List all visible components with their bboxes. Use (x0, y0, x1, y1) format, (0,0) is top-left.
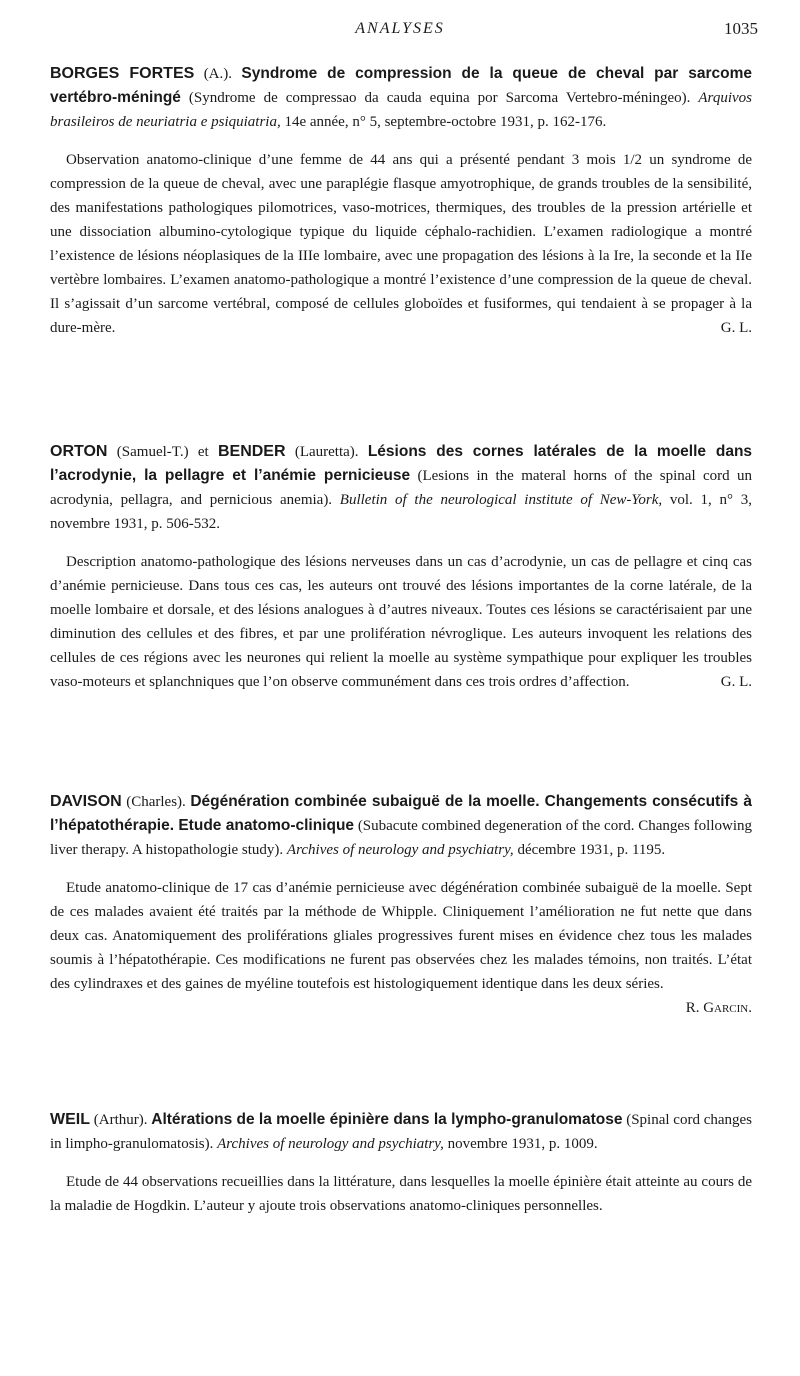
author-initial: (Arthur). (93, 1112, 148, 1128)
reviewer-signature: G. L. (720, 320, 752, 336)
entry-body-text: Observation anatomo-clinique d’une femme de 44 ans qui a présenté pendant 3 mois 1/2 un syndrome de compression de la queue de cheval, avec une paraplégie flasque amyotrophique, de grands troubles de la sensibilité, des manifestations pathologiques pilomotrices, vaso-motrices, thermiques, des troubles de la pression artérielle et une dissociation albumino-cytologique typique du liquide céphalo-rachidien. L’examen radiologique a montré l’existence de lésions néoplasiques de la IIIe lombaire, avec une propagation des lésions à la Ire, la seconde et la IIe vertèbre lombaires. L’examen anatomo-pathologique a montré l’existence d’une compression de la queue de cheval. Il s’agissait d’un sarcome vertébral, composé de cellules globoïdes et fusiformes, qui tendaient à se propager à la dure-mère. (50, 152, 752, 336)
article-title: Dégénération combinée subaiguë de la moelle. Changements consécutifs à l’hépatothérapie. Etude anatomo-clinique (50, 793, 752, 834)
article-title: Lésions des cornes latérales de la moelle dans l’acrodynie, la pellagre et l’anémie pernicieuse (50, 443, 753, 484)
entry-body (50, 148, 752, 340)
article-title: Syndrome de compression de la queue de cheval par sarcome vertébro-méningé (50, 65, 752, 106)
entry-body-text: Etude de 44 observations recueillies dans la littérature, dans lesquelles la moelle épinière était atteinte au cours de la maladie de Hogdkin. L’auteur y ajoute trois observations anatomo-cliniques personnelles. (50, 1174, 752, 1214)
second-author-name: BENDER (217, 443, 286, 460)
entry-heading (50, 1108, 752, 1156)
original-title: (Spinal cord changes in limpho-granulomatosis). (50, 1112, 753, 1152)
original-title: (Lesions in the materal horns of the spinal cord un acrodynia, pellagra, and pernicious anemia). (50, 468, 752, 508)
entry-body-text: Etude anatomo-clinique de 17 cas d’anémie pernicieuse avec dégénération combinée subaiguë de la moelle. Sept de ces malades avaient été traités par la méthode de Whipple. Cliniquement l’amélioration ne fut nette que dans deux cas. Anatomiquement des proliférations gliales progressives furent mises en évidence chez tous les malades soumis à l’hépatothérapie. Ces modifications ne furent pas observées chez les malades témoins, non traités. L’état des cylindraxes et des gaines de myéline toutefois est histologiquement identique dans les deux séries. (50, 880, 752, 992)
entry-heading (50, 440, 752, 536)
running-title: ANALYSES (355, 20, 445, 37)
citation: 14e année, n° 5, septembre-octobre 1931, p. 162-176. (280, 114, 607, 130)
abstract-entry-davison (50, 790, 752, 1020)
author-initial: (A.). (203, 66, 233, 82)
entry-body (50, 550, 752, 694)
entry-heading (50, 62, 752, 134)
original-title: (Syndrome de compressao da cauda equina por Sarcoma Vertebro-méningeo). (180, 90, 691, 106)
journal-name: Archives of neurology and psychiatry, (217, 1136, 444, 1152)
citation: vol. 1, n° 3, novembre 1931, p. 506-532. (50, 492, 752, 532)
entry-body (50, 876, 752, 1016)
journal-name: Archives of neurology and psychiatry, (286, 842, 514, 858)
journal-name: Bulletin of the neurological institute of New-York, (339, 492, 663, 508)
journal-name: Arquivos brasileiros de neuriatria e psiquiatria, (50, 90, 752, 130)
abstract-entry-orton-bender (50, 440, 752, 694)
original-title: (Subacute combined degeneration of the cord. Changes following liver therapy. A histopathologie study). (50, 818, 752, 858)
author-name: ORTON (50, 443, 108, 460)
entry-body (50, 1170, 752, 1218)
second-author-initial: (Lauretta). (294, 444, 359, 460)
author-name: WEIL (50, 1111, 90, 1128)
abstract-entry-weil (50, 1108, 752, 1218)
author-name: BORGES FORTES (50, 65, 195, 82)
entry-body-text: Description anatomo-pathologique des lésions nerveuses dans un cas d’acrodynie, un cas de pellagre et cinq cas d’anémie pernicieuse. Dans tous ces cas, les auteurs ont trouvé des lésions importantes de la corne latérale, de la moelle lombaire et dorsale, et des lésions analogues à d’autres niveaux. Toutes ces lésions se caractérisaient par une diminution des cellules et des fibres, et par une prolifération névroglique. Les auteurs invoquent les relations des cellules de ces régions avec les neurones qui relient la moelle au système sympathique pour expliquer les troubles vaso-moteurs et splanchniques que l’on observe communément dans ces trois ordres d’affection. (50, 554, 752, 690)
author-initial: (Charles). (126, 794, 186, 810)
reviewer-signature: R. Garcin. (685, 1000, 752, 1016)
reviewer-signature: G. L. (720, 674, 752, 690)
abstract-entry-borges-fortes (50, 62, 752, 340)
citation: décembre 1931, p. 1195. (513, 842, 666, 858)
article-title: Altérations de la moelle épinière dans la lympho-granulomatose (151, 1111, 623, 1128)
entry-heading (50, 790, 752, 862)
citation: novembre 1931, p. 1009. (443, 1136, 598, 1152)
author-initial: (Samuel-T.) (116, 444, 189, 460)
author-name: DAVISON (50, 793, 122, 810)
author-connector: et (188, 444, 218, 460)
page-number: 1035 (724, 19, 758, 38)
